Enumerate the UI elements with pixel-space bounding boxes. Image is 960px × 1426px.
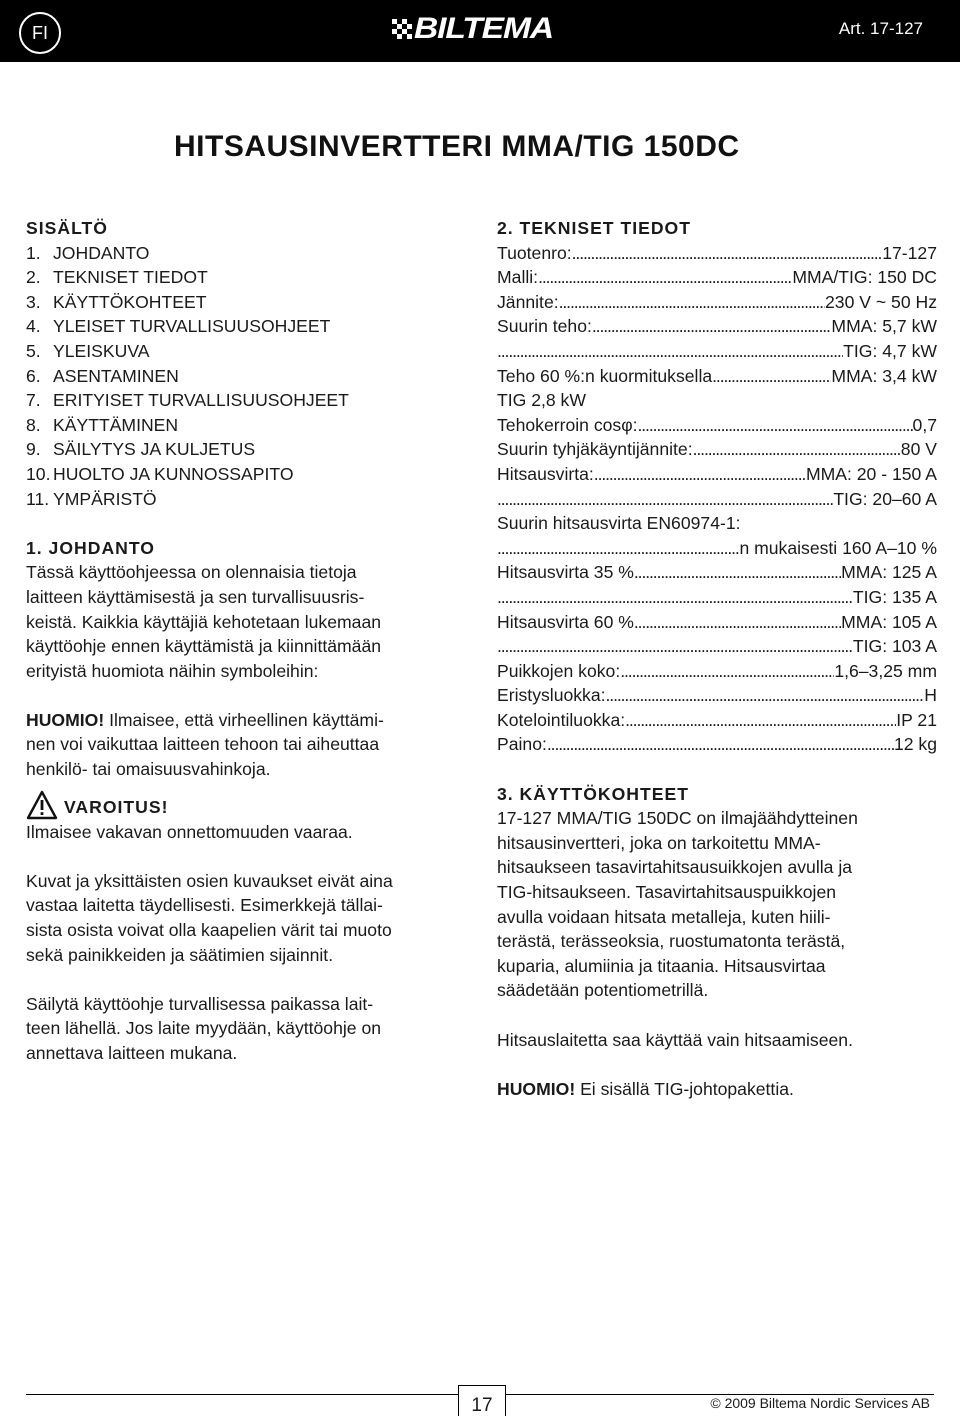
toc-item xyxy=(26,265,478,290)
text-line: teen lähellä. Jos laite myydään, käyttöohje on xyxy=(26,1018,382,1039)
spec-row xyxy=(497,708,937,733)
toc-item xyxy=(26,290,478,315)
spec-value: n mukaisesti 160 A–10 % xyxy=(739,537,937,558)
spec-label: Tuotenro: xyxy=(497,242,572,263)
toc-item xyxy=(26,388,478,413)
spec-label: Jännite: xyxy=(497,291,559,312)
spec-row xyxy=(497,265,937,290)
brand-logo xyxy=(392,12,553,45)
notice-paragraph xyxy=(26,708,478,782)
toc-label: KÄYTTÖKOHTEET xyxy=(53,291,207,312)
toc-item xyxy=(26,487,478,512)
language-badge: FI xyxy=(19,12,61,54)
spec-value: TIG: 103 A xyxy=(852,636,937,657)
spec-value: MMA: 20 - 150 A xyxy=(805,463,937,484)
text-line: kuparia, alumiinia ja titaania. Hitsausvirtaa xyxy=(497,955,826,976)
spec-label: Suurin tyhjäkäyntijännite: xyxy=(497,439,693,460)
toc-label: SÄILYTYS JA KULJETUS xyxy=(53,439,256,460)
toc-item xyxy=(26,462,478,487)
spec-value: MMA: 5,7 kW xyxy=(831,316,937,337)
toc-label: YLEISKUVA xyxy=(53,340,150,361)
dot-leader xyxy=(538,265,792,290)
spec-label: Paino: xyxy=(497,734,547,755)
spec-label: Puikkojen koko: xyxy=(497,660,621,681)
dot-leader xyxy=(606,683,925,708)
section-heading-intro: 1. JOHDANTO xyxy=(26,537,155,558)
text-line: avulla voidaan hitsata metalleja, kuten hiili- xyxy=(497,906,831,927)
toc-label: ASENTAMINEN xyxy=(53,365,179,386)
spec-label: Hitsausvirta 60 % xyxy=(497,611,634,632)
spec-row xyxy=(497,560,937,585)
spec-label: Suurin teho: xyxy=(497,316,592,337)
spec-row xyxy=(497,732,937,757)
spec-row xyxy=(497,339,937,364)
spec-value: MMA: 125 A xyxy=(841,562,937,583)
toc-label: YLEISET TURVALLISUUSOHJEET xyxy=(53,316,331,337)
images-paragraph xyxy=(26,869,478,967)
dot-leader xyxy=(559,290,825,315)
spec-value: 0,7 xyxy=(912,414,937,435)
notice-label: HUOMIO! xyxy=(26,709,105,730)
text-line: säädetään potentiometrillä. xyxy=(497,980,709,1001)
dot-leader xyxy=(547,732,894,757)
text-line: sista osista voivat olla kaapelien värit tai muoto xyxy=(26,920,392,941)
toc-item xyxy=(26,437,478,462)
notice-text: Ilmaisee, että virheellinen käyttämi- xyxy=(104,709,384,730)
dot-leader xyxy=(497,487,833,512)
document-title: HITSAUSINVERTTERI MMA/TIG 150DC xyxy=(174,130,740,163)
text-line: Säilytä käyttöohje turvallisessa paikassa lait- xyxy=(26,993,374,1014)
spec-row xyxy=(497,487,937,512)
warning-text: Ilmaisee vakavan onnettomuuden vaaraa. xyxy=(26,821,353,842)
brand-name: BILTEMA xyxy=(414,12,553,45)
checker-flag-icon xyxy=(392,19,412,39)
text-line: hitsaukseen tasavirtahitsausuikkojen avulla ja xyxy=(497,857,853,878)
uses-notice xyxy=(497,1077,937,1102)
spec-row xyxy=(497,462,937,487)
dot-leader xyxy=(634,560,841,585)
uses-paragraph xyxy=(497,806,937,1003)
header-bar xyxy=(0,0,960,62)
warning-label: VAROITUS! xyxy=(64,797,169,818)
spec-row xyxy=(497,511,937,536)
text-line: laitteen käyttämisestä ja sen turvallisuusris- xyxy=(26,586,365,607)
text-line: Kuvat ja yksittäisten osien kuvaukset eivät aina xyxy=(26,870,393,891)
toc-label: YMPÄRISTÖ xyxy=(53,488,157,509)
dot-leader xyxy=(497,536,739,561)
spec-row xyxy=(497,437,937,462)
page-number: 17 xyxy=(458,1385,506,1416)
spec-value: IP 21 xyxy=(896,709,937,730)
spacer xyxy=(26,967,478,992)
toc-heading: SISÄLTÖ xyxy=(26,218,108,238)
toc-item xyxy=(26,241,478,266)
intro-paragraph xyxy=(26,560,478,683)
toc-number: 8. xyxy=(26,414,41,435)
toc-number: 11. xyxy=(26,488,50,509)
article-number: Art. 17-127 xyxy=(838,19,923,38)
toc-label: ERITYISET TURVALLISUUSOHJEET xyxy=(53,390,349,411)
spec-value: MMA: 3,4 kW xyxy=(831,365,937,386)
spacer xyxy=(26,844,478,869)
spec-row xyxy=(497,634,937,659)
warning-triangle-icon xyxy=(26,790,58,820)
text-line: vastaa laitetta täydellisesti. Esimerkkejä tällai- xyxy=(26,895,383,916)
dot-leader xyxy=(625,708,896,733)
spec-value: 12 kg xyxy=(893,734,937,755)
text-line xyxy=(26,708,478,733)
spec-row xyxy=(497,388,937,413)
text-line: terästä, terässeoksia, ruostumatonta terästä, xyxy=(497,931,846,952)
spec-value: 17-127 xyxy=(882,242,937,263)
spacer xyxy=(26,511,478,536)
spec-text: Suurin hitsausvirta EN60974-1: xyxy=(497,513,741,534)
spec-list xyxy=(497,241,937,757)
spec-text: TIG 2,8 kW xyxy=(497,390,586,411)
spec-label: Tehokerroin cosφ: xyxy=(497,414,638,435)
dot-leader xyxy=(634,610,841,635)
toc-list xyxy=(26,241,478,512)
dot-leader xyxy=(497,339,843,364)
dot-leader xyxy=(693,437,901,462)
toc-number: 1. xyxy=(26,242,41,263)
text-line: nen voi vaikuttaa laitteen tehoon tai aiheuttaa xyxy=(26,734,380,755)
notice-text: Ei sisällä TIG-johtopakettia. xyxy=(575,1078,794,1099)
storage-paragraph xyxy=(26,992,478,1066)
dot-leader xyxy=(638,413,913,438)
spec-row xyxy=(497,585,937,610)
spec-label: Teho 60 %:n kuormituksella xyxy=(497,365,713,386)
section-heading-specs: 2. TEKNISET TIEDOT xyxy=(497,218,691,238)
spec-label: Hitsausvirta 35 % xyxy=(497,562,634,583)
text-line: sekä painikkeiden ja säätimien sijainnit. xyxy=(26,944,334,965)
spec-row xyxy=(497,683,937,708)
spacer xyxy=(497,757,937,782)
spec-row xyxy=(497,241,937,266)
toc-label: HUOLTO JA KUNNOSSAPITO xyxy=(53,463,294,484)
toc-number: 10. xyxy=(26,463,51,484)
copyright-notice: © 2009 Biltema Nordic Services AB xyxy=(710,1395,930,1411)
dot-leader xyxy=(594,462,806,487)
text-line: TIG-hitsaukseen. Tasavirtahitsauspuikkojen xyxy=(497,882,837,903)
text-line: henkilö- tai omaisuusvahinkoja. xyxy=(26,759,271,780)
text-line: erityistä huomiota näihin symboleihin: xyxy=(26,660,319,681)
spec-row xyxy=(497,290,937,315)
toc-item xyxy=(26,413,478,438)
section-heading-uses: 3. KÄYTTÖKOHTEET xyxy=(497,783,689,804)
usage-restriction: Hitsauslaitetta saa käyttää vain hitsaamiseen. xyxy=(497,1029,853,1050)
toc-item xyxy=(26,339,478,364)
dot-leader xyxy=(497,585,853,610)
dot-leader xyxy=(592,314,832,339)
toc-number: 6. xyxy=(26,365,41,386)
spec-row xyxy=(497,610,937,635)
dot-leader xyxy=(497,634,853,659)
toc-label: TEKNISET TIEDOT xyxy=(53,267,208,288)
spec-row xyxy=(497,314,937,339)
text-line: Tässä käyttöohjeessa on olennaisia tietoja xyxy=(26,562,357,583)
spec-value: TIG: 4,7 kW xyxy=(843,340,937,361)
spacer xyxy=(26,683,478,708)
spec-row xyxy=(497,413,937,438)
spec-value: MMA/TIG: 150 DC xyxy=(792,267,937,288)
left-column xyxy=(26,216,478,1066)
text-line: annettava laitteen mukana. xyxy=(26,1043,238,1063)
spec-value: 1,6–3,25 mm xyxy=(834,660,937,681)
toc-number: 4. xyxy=(26,316,41,337)
spec-value: TIG: 135 A xyxy=(852,586,937,607)
spec-label: Hitsausvirta: xyxy=(497,463,594,484)
toc-label: KÄYTTÄMINEN xyxy=(53,414,179,435)
spacer xyxy=(497,1003,937,1028)
text-line: keistä. Kaikkia käyttäjiä kehotetaan lukemaan xyxy=(26,611,382,632)
spec-label: Kotelointiluokka: xyxy=(497,709,626,730)
spec-row xyxy=(497,536,937,561)
toc-item xyxy=(26,314,478,339)
spec-row xyxy=(497,364,937,389)
toc-number: 5. xyxy=(26,340,41,361)
notice-label: HUOMIO! xyxy=(497,1078,576,1099)
text-line: käyttöohje ennen käyttämistä ja kiinnittämään xyxy=(26,636,382,657)
spec-label: Malli: xyxy=(497,267,539,288)
text-line: hitsausinvertteri, joka on tarkoitettu MMA- xyxy=(497,832,821,853)
spacer xyxy=(497,1052,937,1077)
spec-value: H xyxy=(924,685,937,706)
spec-row xyxy=(497,659,937,684)
warning-row xyxy=(26,788,478,820)
dot-leader xyxy=(620,659,834,684)
spec-value: TIG: 20–60 A xyxy=(833,488,937,509)
right-column xyxy=(497,216,937,1101)
text-line: 17-127 MMA/TIG 150DC on ilmajäähdytteinen xyxy=(497,808,858,829)
spec-label: Eristysluokka: xyxy=(497,685,606,706)
toc-number: 7. xyxy=(26,390,41,411)
toc-number: 2. xyxy=(26,267,41,288)
toc-item xyxy=(26,364,478,389)
spec-value: 80 V xyxy=(900,439,937,460)
toc-number: 9. xyxy=(26,439,41,460)
spec-value: 230 V ~ 50 Hz xyxy=(825,291,937,312)
toc-number: 3. xyxy=(26,291,41,312)
toc-label: JOHDANTO xyxy=(53,242,150,263)
dot-leader xyxy=(712,364,831,389)
dot-leader xyxy=(572,241,883,266)
spec-value: MMA: 105 A xyxy=(841,611,937,632)
